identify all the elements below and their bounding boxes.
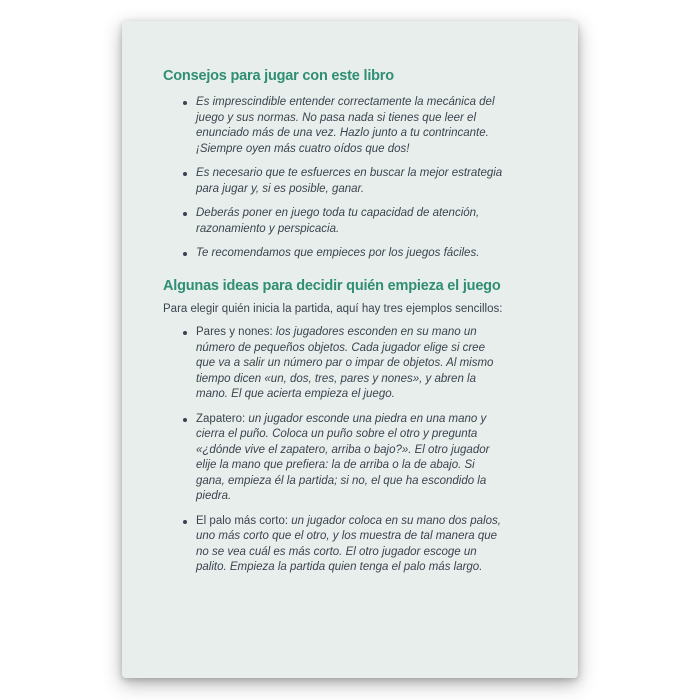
list-item (183, 412, 505, 505)
list-item (183, 166, 505, 197)
bullet-text: Deberás poner en juego toda tu capacidad de atención, razonamiento y perspicacia. (196, 207, 480, 235)
bullet-dot-icon (183, 331, 187, 335)
ideas-bullet-list (163, 325, 541, 576)
bullet-text: un jugador coloca en su mano dos palos, uno más corto que el otro, y los muestra de tal manera que no se vea cuál es más corto. El otro jugador escoge un palito. Empieza la partida quien tenga el palo más largo. (196, 514, 501, 573)
bullet-dot-icon (183, 520, 187, 524)
section-title-ideas-empezar: Algunas ideas para decidir quién empieza el juego (163, 277, 501, 294)
bullet-dot-icon (183, 418, 187, 422)
list-item (183, 206, 505, 237)
intro-paragraph: Para elegir quién inicia la partida, aquí hay tres ejemplos sencillos: (163, 302, 503, 315)
section-title-consejos: Consejos para jugar con este libro (163, 68, 394, 84)
list-item (183, 325, 505, 403)
bullet-label: Zapatero: (196, 412, 249, 425)
list-item (183, 246, 505, 262)
consejos-bullet-list (163, 95, 541, 262)
bullet-text: Te recomendamos que empieces por los juegos fáciles. (196, 247, 480, 259)
list-item (183, 95, 505, 157)
bullet-dot-icon (183, 101, 187, 105)
bullet-dot-icon (183, 172, 187, 176)
bullet-text: Es imprescindible entender correctamente la mecánica del juego y sus normas. No pasa nada si tienes que leer el enunciado más de una vez. Hazlo junto a tu contrincante. ¡Siempre oyen más cuatro oídos que dos! (196, 96, 495, 155)
list-item (183, 514, 505, 576)
bullet-text: los jugadores esconden en su mano un número de pequeños objetos. Cada jugador elige si cree que va a salir un número par o impar de objetos. Al mismo tiempo dicen «un, dos, tres, pares y nones», y abren la mano. El que acierta empieza el juego. (196, 326, 494, 400)
bullet-label: El palo más corto: (196, 514, 292, 527)
book-page (122, 21, 578, 678)
bullet-text: un jugador esconde una piedra en una mano y cierra el puño. Coloca un puño sobre el otro y pregunta «¿dónde vive el zapatero, arriba o bajo?». El otro jugador elije la mano que prefiera: la de arriba o la de abajo. Si gana, empieza él la partida; si no, el que ha escondido la piedra. (196, 412, 490, 502)
bullet-dot-icon (183, 212, 187, 216)
bullet-text: Es necesario que te esfuerces en buscar la mejor estrategia para jugar y, si es posible, ganar. (196, 167, 503, 195)
bullet-dot-icon (183, 252, 187, 256)
bullet-label: Pares y nones: (196, 326, 276, 338)
